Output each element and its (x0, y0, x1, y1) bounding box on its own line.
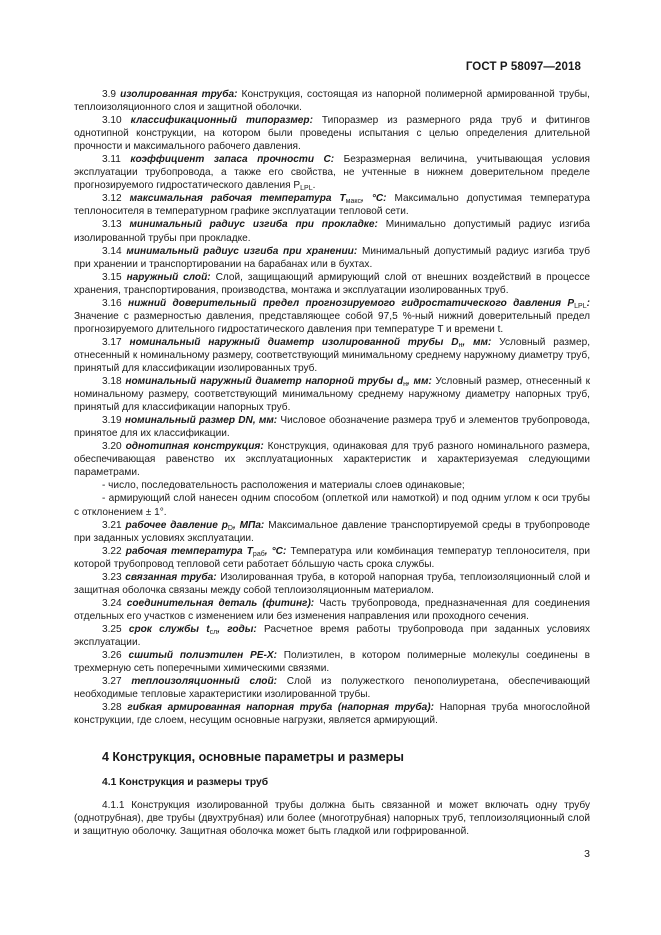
definition-term: изолированная труба: (120, 89, 238, 100)
parameters-list (74, 479, 590, 518)
definition-text: Напорная труба многослойной конструкции, где слоем, несущим основные нагрузки, является армирующий. (74, 702, 590, 727)
definition-term-suffix: : (586, 297, 590, 309)
definition-number: 3.27 (102, 676, 132, 688)
definition-item (74, 245, 590, 271)
term-subscript: LPL (574, 302, 587, 310)
definition-number: 3.20 (102, 441, 126, 453)
definition-term: теплоизоляционный слой: (131, 676, 277, 688)
definition-number: 3.26 (102, 650, 129, 662)
definition-item (74, 623, 590, 649)
definition-term: номинальный наружный диаметр изолированной трубы D (129, 336, 459, 348)
definition-item (74, 218, 590, 244)
definition-item (74, 649, 590, 675)
definition-term: однотипная конструкция: (125, 441, 264, 453)
definition-item (74, 675, 590, 701)
definition-term: коэффициент запаса прочности С: (130, 154, 335, 166)
definition-text: Минимально допустимый радиус изгиба изолированной трубы при прокладке. (74, 219, 590, 244)
definition-number: 3.19 (102, 415, 125, 427)
definition-item (74, 114, 590, 153)
definition-term-suffix: , °С: (361, 193, 387, 205)
definition-term-suffix: , мм: (406, 376, 432, 388)
definition-number: 3.22 (102, 545, 126, 557)
definition-text: Условный размер, отнесенный к номинальному размеру, соответствующий минимальному среднему наружному диаметру труб, принятый для классификации изолированных труб. (74, 336, 590, 374)
definition-item (74, 192, 590, 218)
term-subscript: раб (252, 550, 265, 558)
definition-term: срок службы t (128, 623, 210, 635)
list-item: - армирующий слой нанесен одним способом (оплеткой или намоткой) и под одним углом к оси трубы с отклонением ± 1°. (74, 493, 590, 518)
definition-text: Максимально допустимая температура теплоносителя в температурном графике эксплуатации тепловой сети. (74, 193, 591, 218)
definition-text: Условный размер, отнесенный к номинальному размеру, соответствующий минимальному среднему наружному диаметру напорных труб, принятый для классификации напорных труб. (74, 376, 591, 414)
definition-text: Изолированная труба, в которой напорная труба, теплоизоляционный слой и защитная оболочка связаны между собой теплоизоляционным материалом. (74, 571, 591, 596)
definition-text: Максимальное давление транспортируемой среды в трубопроводе при заданных условиях эксплуатации. (74, 519, 590, 544)
definition-term: классификационный типоразмер: (130, 115, 313, 127)
definition-term-suffix: , МПа: (232, 519, 265, 531)
term-subscript: н (458, 341, 463, 349)
definition-item (74, 153, 590, 192)
definition-text: Часть трубопровода, предназначенная для соединения отдельных его участков с изменением или без изменения направления или проходного сечения. (74, 597, 590, 622)
term-subscript: макс (345, 198, 362, 206)
definition-number: 3.14 (102, 245, 127, 257)
definition-number: 3.16 (102, 297, 129, 309)
list-item: - число, последовательность расположения и материалы слоев одинаковые; (102, 480, 465, 492)
definition-text: Расчетное время работы трубопровода при заданных условиях эксплуатации. (74, 623, 590, 648)
section-heading: 4 Конструкция, основные параметры и размеры (102, 750, 404, 765)
definition-item (74, 597, 590, 623)
definition-text: Минимальный допустимый радиус изгиба труб при хранении и транспортировании на барабанах или в бухтах. (74, 245, 591, 270)
definition-term: гибкая армированная напорная труба (напорная труба): (127, 702, 434, 714)
definition-item (74, 519, 590, 545)
definition-text: Слой, защищающий армирующий слой от внешних воздействий в процессе хранения, транспортирования, производства, монтажа и эксплуатации изолированных труб. (74, 271, 590, 296)
definition-term: максимальная рабочая температура T (129, 193, 346, 205)
definition-tail: . (312, 180, 316, 192)
definitions-list (74, 88, 590, 479)
definition-item (74, 440, 590, 479)
definition-text: Конструкция, состоящая из напорной полимерной армированной трубы, теплоизоляционного слоя и защитной оболочки. (74, 89, 590, 114)
definition-number: 3.25 (102, 623, 129, 635)
subsection-heading: 4.1 Конструкция и размеры труб (102, 777, 269, 789)
definition-term: номинальный наружный диаметр напорной трубы d (125, 376, 404, 388)
definition-term: нижний доверительный предел прогнозируемого гидростатического давления P (128, 297, 575, 309)
definition-term: наружный слой: (126, 271, 211, 283)
definition-number: 3.18 (102, 376, 126, 388)
term-subscript: н (403, 381, 407, 389)
definition-text: Значение с размерностью давления, представляющее собой 97,5 %-ный нижний доверительный предел прогнозируемого длительного гидростатического давления при температуре T и времени t. (74, 310, 590, 335)
definition-item (74, 88, 590, 114)
definitions-list-continued (74, 519, 590, 728)
definition-term-suffix: , мм: (462, 336, 492, 348)
page-number: 3 (584, 848, 590, 860)
definition-number: 3.28 (102, 702, 128, 714)
document-body (74, 88, 590, 839)
definition-number: 3.10 (102, 115, 131, 127)
definition-number: 3.12 (102, 193, 130, 205)
definition-number: 3.11 (102, 154, 131, 166)
definition-text: Типоразмер из размерного ряда труб и фитингов однотипной конструкции, на котором были проведены испытания с целью определения длительной прочности и максимального рабочего давления. (74, 115, 590, 153)
definition-text: Температура или комбинация температур теплоносителя, при которой трубопровод тепловой сети работает бóльшую часть срока службы. (74, 545, 591, 570)
standard-header: ГОСТ Р 58097—2018 (465, 61, 581, 73)
definition-term-suffix: , годы: (217, 623, 257, 635)
definition-text: Слой из полужесткого пенополиуретана, обеспечивающий необходимые тепловые характеристики изолированной трубы. (74, 676, 591, 701)
definition-item (74, 271, 590, 297)
definition-text: Безразмерная величина, учитывающая условия эксплуатации трубопровода, а также его свойства, не учтенные в нижнем доверительном пределе прогнозируемого гидростатического давления P (74, 154, 590, 192)
definition-term: минимальный радиус изгиба при прокладке: (129, 219, 378, 231)
definition-item (74, 414, 590, 440)
definition-term: рабочее давление p (125, 519, 228, 531)
definition-number: 3.15 (102, 271, 127, 283)
definition-item (74, 701, 590, 727)
definition-item (74, 545, 590, 571)
definition-number: 3.24 (102, 597, 127, 609)
definition-term: связанная труба: (125, 571, 217, 583)
definition-term: рабочая температура T (125, 545, 253, 557)
term-subscript: D (227, 524, 233, 532)
definition-item (74, 571, 590, 597)
definition-term: минимальный радиус изгиба при хранении: (126, 245, 358, 257)
definition-term: номинальный размер DN, мм: (124, 415, 278, 427)
definition-number: 3.17 (102, 336, 130, 348)
definition-number: 3.21 (102, 519, 126, 531)
definition-text: Конструкция, одинаковая для труб разного номинального размера, обеспечивающая равенство их эксплуатационных характеристик и характеризуемая следующими параметрами. (74, 441, 591, 479)
definition-term: сшитый полиэтилен PE-X: (128, 650, 277, 662)
definition-item (74, 375, 590, 414)
definition-text: Полиэтилен, в котором полимерные молекулы соединены в трехмерную сеть поперечными химическими связями. (74, 650, 590, 675)
body-paragraph: 4.1.1 Конструкция изолированной трубы должна быть связанной и может включать одну трубу (однотрубная), две трубы (двухтрубная) или более (многотрубная) напорных труб, теплоизоляционный слой и защитную оболочку. Защитная оболочка может быть гладкой или гофрированной. (74, 800, 590, 838)
definition-item (74, 297, 590, 336)
term-subscript: сл (209, 628, 218, 636)
definition-number: 3.9 (102, 89, 121, 100)
definition-number: 3.23 (102, 571, 126, 583)
definition-term: соединительная деталь (фитинг): (126, 597, 315, 609)
definition-text: Числовое обозначение размера труб и элементов трубопровода, принятое для их классификации. (74, 415, 590, 440)
definition-term-suffix: , °С: (264, 545, 287, 557)
definition-item (74, 336, 590, 375)
text-subscript: LPL (300, 185, 313, 193)
definition-number: 3.13 (102, 219, 130, 231)
